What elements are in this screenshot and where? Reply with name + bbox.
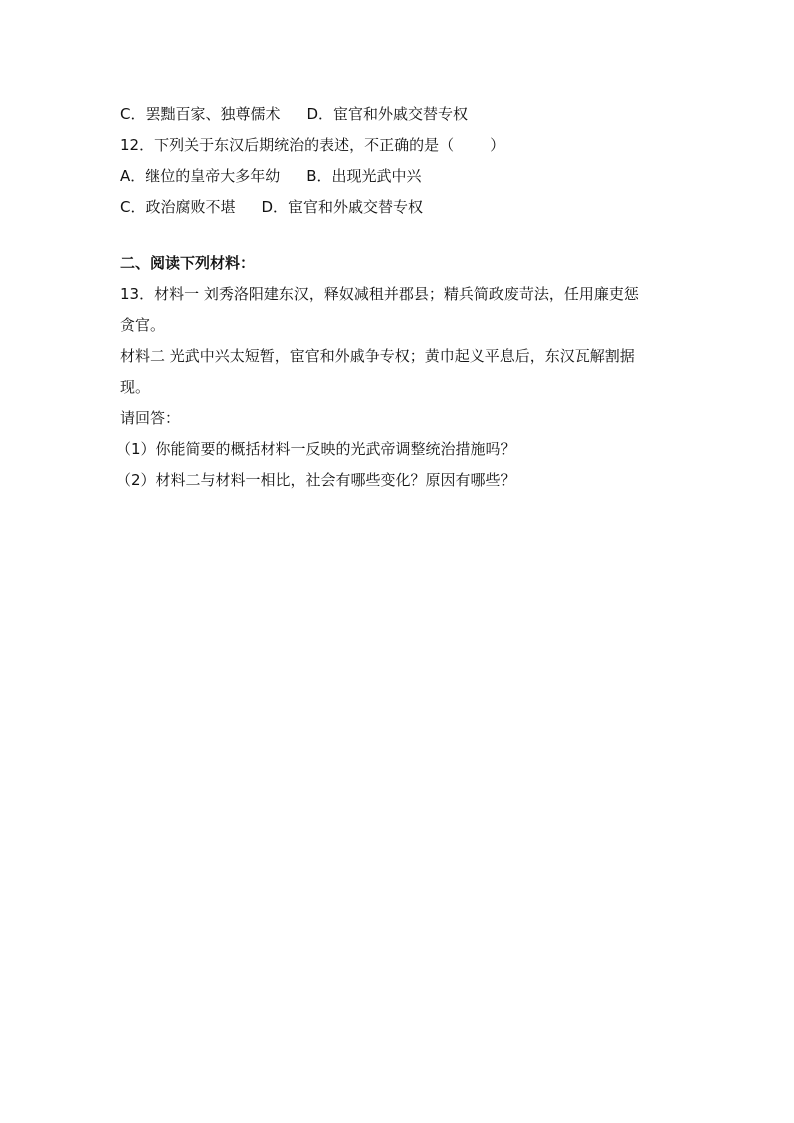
q12-option-d: D．宦官和外戚交替专权 [261, 198, 424, 216]
q13-material1-line2: 贪官。 [120, 316, 166, 334]
q12-stem-text: 12．下列关于东汉后期统治的表述，不正确的是（ [120, 136, 455, 154]
q13-prompt: 请回答： [120, 409, 181, 427]
section2-heading: 二、阅读下列材料： [120, 254, 256, 272]
q13-material1-line1: 13．材料一 刘秀洛阳建东汉，释奴减租并郡县；精兵简政废苛法，任用廉吏惩 [120, 285, 639, 303]
q12-option-c: C．政治腐败不堪 [120, 198, 236, 216]
q13-sub-question-2: （2）材料二与材料一相比，社会有哪些变化？原因有哪些？ [116, 471, 516, 489]
page-content [116, 99, 680, 496]
q11-option-c: C．罢黜百家、独尊儒术 [120, 105, 281, 123]
q13-material2-line2: 现。 [120, 378, 151, 396]
q12-stem [120, 130, 680, 161]
q13-sub-question-1: （1）你能简要的概括材料一反映的光武帝调整统治措施吗？ [116, 440, 516, 458]
q12-options-ab [120, 161, 680, 192]
section-gap [120, 223, 680, 248]
q11-options-cd [120, 99, 680, 130]
q11-option-d: D．宦官和外戚交替专权 [306, 105, 469, 123]
q13-material2-line1: 材料二 光武中兴太短暂，宦官和外戚争专权；黄巾起义平息后，东汉瓦解割据 [120, 347, 635, 365]
q12-options-cd [120, 192, 680, 223]
q12-option-a: A．继位的皇帝大多年幼 [120, 167, 281, 185]
q12-stem-close: ） [490, 136, 506, 154]
q12-option-b: B．出现光武中兴 [306, 167, 422, 185]
